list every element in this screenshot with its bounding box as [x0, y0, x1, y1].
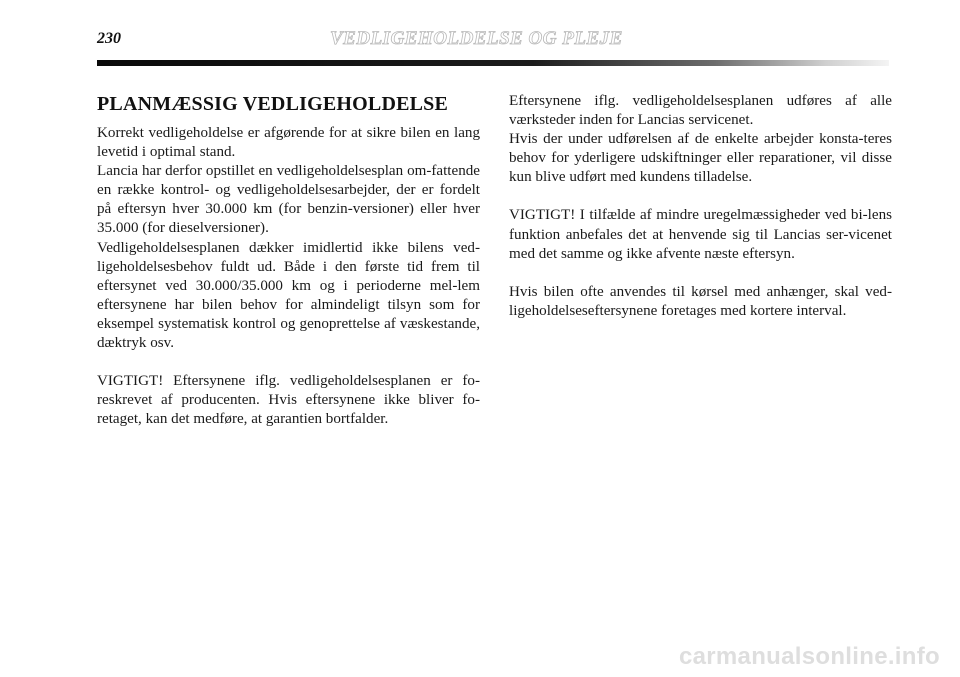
running-header-title: VEDLIGEHOLDELSE OG PLEJE	[330, 28, 623, 49]
section-title: PLANMÆSSIG VEDLIGEHOLDELSE	[97, 93, 449, 115]
warranty-notice-paragraph: VIGTIGT! Eftersynene iflg. vedligeholdelsesplanen er fo-reskrevet af producenten. Hvis eftersynene ikke bliver fo-retaget, kan det medføre, at garantien bortfalder.	[97, 373, 480, 428]
left-column	[97, 92, 480, 448]
page-number: 230	[97, 30, 121, 47]
service-network-paragraph: Eftersynene iflg. vedligeholdelsesplanen udføres af alle værksteder inden for Lancias servicenet. Hvis der under udførelsen af de enkelte arbejder konsta-teres behov for yderligere udskiftninger eller reparationer, vil disse kun blive udført med kundens tilladelse.	[509, 93, 892, 186]
header-rule	[97, 60, 889, 66]
irregularities-notice-paragraph: VIGTIGT! I tilfælde af mindre uregelmæssigheder ved bi-lens funktion anbefales det at henvende sig til Lancias ser-vicenet med det samme og ikke afvente næste eftersyn.	[509, 207, 892, 262]
right-column	[509, 92, 892, 340]
site-watermark: carmanualsonline.info	[678, 643, 940, 670]
trailer-use-paragraph: Hvis bilen ofte anvendes til kørsel med anhænger, skal ved-ligeholdelseseftersynene foretages med kortere interval.	[509, 283, 892, 319]
intro-paragraph: Korrekt vedligeholdelse er afgørende for at sikre bilen en lang levetid i optimal stand. Lancia har derfor opstillet en vedligeholdelsesplan om-fattende en række kontrol- og vedligeholdelsesarbejder, der er fordelt på eftersyn hver 30.000 km (for benzin-versioner) eller hver 35.000 (for dieselversioner). Vedligeholdelsesplanen dækker imidlertid ikke bilens ved-ligeholdelsesbehov fuldt ud. Både i den første tid frem til eftersynet ved 30.000/35.000 km og i perioderne mel-lem eftersynene har bilen behov for almindeligt tilsyn som for eksempel systematisk kontrol og genoprettelse af væskestande, dæktryk osv.	[97, 125, 480, 352]
